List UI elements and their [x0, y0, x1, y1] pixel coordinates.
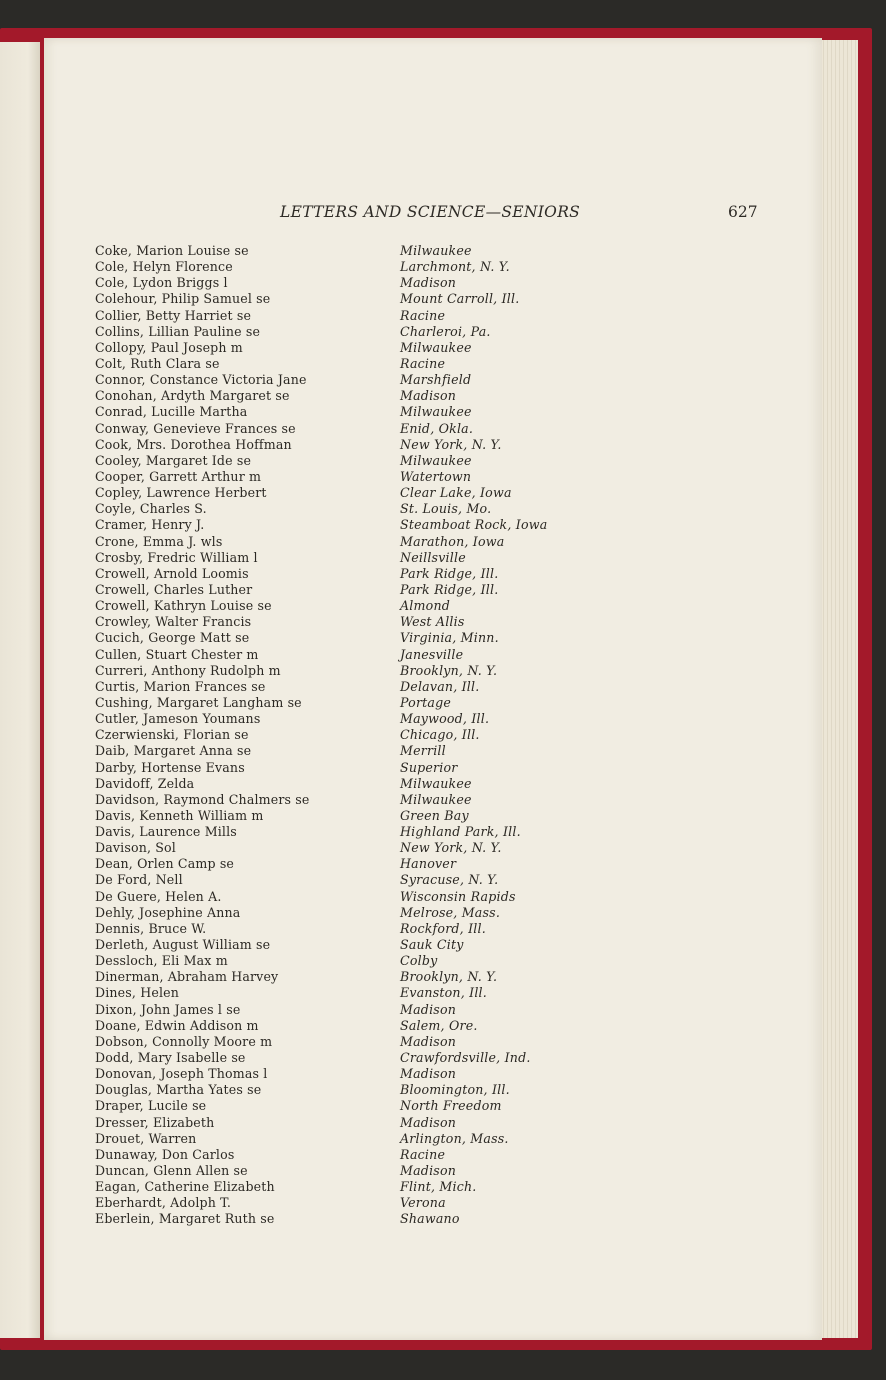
student-name: Darby, Hortense Evans — [95, 759, 245, 775]
student-name: Crowell, Kathryn Louise se — [95, 598, 272, 614]
hometown: Mount Carroll, Ill. — [400, 291, 520, 307]
list-item — [44, 469, 822, 485]
student-name: Dean, Orlen Camp se — [95, 856, 235, 872]
list-item — [44, 1082, 822, 1098]
hometown: Delavan, Ill. — [400, 678, 480, 694]
student-name: Drouet, Warren — [95, 1130, 197, 1146]
list-item — [44, 953, 822, 969]
list-item — [44, 969, 822, 985]
page-number: 627 — [728, 203, 758, 221]
student-name: Daib, Margaret Anna se — [95, 743, 252, 759]
hometown: Watertown — [400, 468, 472, 484]
book-page — [44, 38, 822, 1340]
list-item — [44, 550, 822, 566]
list-item — [44, 291, 822, 307]
list-item — [44, 582, 822, 598]
list-item — [44, 372, 822, 388]
hometown: Milwaukee — [400, 243, 472, 258]
hometown: New York, N. Y. — [400, 436, 502, 452]
hometown: Almond — [400, 598, 451, 614]
student-name: Czerwienski, Florian se — [95, 727, 249, 743]
student-name: Dinerman, Abraham Harvey — [95, 969, 279, 985]
student-name: Duncan, Glenn Allen se — [95, 1163, 248, 1179]
list-item — [44, 517, 822, 533]
student-name: Coke, Marion Louise se — [95, 243, 249, 258]
hometown: Madison — [400, 388, 457, 404]
list-item — [44, 324, 822, 340]
student-name: Eberlein, Margaret Ruth se — [95, 1211, 275, 1227]
hometown: Racine — [400, 355, 446, 371]
hometown: Larchmont, N. Y. — [400, 259, 510, 275]
list-item — [44, 340, 822, 356]
student-name: Curtis, Marion Frances se — [95, 678, 266, 694]
list-item — [44, 308, 822, 324]
list-item — [44, 243, 822, 259]
list-item — [44, 1179, 822, 1195]
hometown: Melrose, Mass. — [400, 904, 501, 920]
student-name: Douglas, Martha Yates se — [95, 1082, 262, 1098]
student-name: Conway, Genevieve Frances se — [95, 420, 296, 436]
student-name: Derleth, August William se — [95, 937, 271, 953]
student-list — [44, 243, 822, 1228]
list-item — [44, 985, 822, 1001]
hometown: Marathon, Iowa — [400, 533, 505, 549]
student-name: Cook, Mrs. Dorothea Hoffman — [95, 436, 292, 452]
list-item — [44, 421, 822, 437]
list-item — [44, 1195, 822, 1211]
list-item — [44, 663, 822, 679]
hometown: Charleroi, Pa. — [400, 323, 491, 339]
hometown: Enid, Okla. — [400, 420, 474, 436]
hometown: Bloomington, Ill. — [400, 1082, 510, 1098]
list-item — [44, 856, 822, 872]
list-item — [44, 679, 822, 695]
hometown: Wisconsin Rapids — [400, 888, 516, 904]
list-item — [44, 356, 822, 372]
student-name: Connor, Constance Victoria Jane — [95, 372, 307, 388]
list-item — [44, 1002, 822, 1018]
list-item — [44, 1098, 822, 1114]
list-item — [44, 388, 822, 404]
list-item — [44, 1131, 822, 1147]
student-name: Dobson, Connolly Moore m — [95, 1033, 273, 1049]
list-item — [44, 808, 822, 824]
student-name: Donovan, Joseph Thomas l — [95, 1066, 268, 1082]
hometown: Racine — [400, 307, 446, 323]
student-name: Dixon, John James l se — [95, 1001, 241, 1017]
student-name: Crowley, Walter Francis — [95, 614, 252, 630]
hometown: Shawano — [400, 1211, 460, 1227]
list-item — [44, 1163, 822, 1179]
list-item — [44, 630, 822, 646]
hometown: Hanover — [400, 856, 457, 872]
student-name: Collier, Betty Harriet se — [95, 307, 252, 323]
list-item — [44, 259, 822, 275]
hometown: Evanston, Ill. — [400, 985, 487, 1001]
hometown: Rockford, Ill. — [400, 920, 486, 936]
list-item — [44, 840, 822, 856]
running-header: LETTERS AND SCIENCE—SENIORS — [280, 203, 581, 221]
hometown: Milwaukee — [400, 452, 472, 468]
student-name: Crosby, Fredric William l — [95, 549, 258, 565]
list-item — [44, 501, 822, 517]
hometown: Virginia, Minn. — [400, 630, 499, 646]
hometown: Highland Park, Ill. — [400, 824, 521, 840]
student-name: Collopy, Paul Joseph m — [95, 339, 243, 355]
student-name: Cramer, Henry J. — [95, 517, 205, 533]
list-item — [44, 743, 822, 759]
hometown: Brooklyn, N. Y. — [400, 969, 498, 985]
hometown: Sauk City — [400, 937, 464, 953]
list-item — [44, 824, 822, 840]
list-item — [44, 695, 822, 711]
hometown: Chicago, Ill. — [400, 727, 480, 743]
student-name: Eberhardt, Adolph T. — [95, 1195, 231, 1211]
hometown: Park Ridge, Ill. — [400, 581, 499, 597]
hometown: Madison — [400, 275, 457, 291]
student-name: Colehour, Philip Samuel se — [95, 291, 271, 307]
hometown: Neillsville — [400, 549, 466, 565]
student-name: Curreri, Anthony Rudolph m — [95, 662, 281, 678]
hometown: Clear Lake, Iowa — [400, 485, 512, 501]
student-name: Crowell, Charles Luther — [95, 581, 253, 597]
student-name: Collins, Lillian Pauline se — [95, 323, 261, 339]
hometown: Flint, Mich. — [400, 1179, 477, 1195]
student-name: Colt, Ruth Clara se — [95, 355, 220, 371]
student-name: Crowell, Arnold Loomis — [95, 565, 249, 581]
hometown: Crawfordsville, Ind. — [400, 1050, 531, 1066]
student-name: Copley, Lawrence Herbert — [95, 485, 267, 501]
hometown: Salem, Ore. — [400, 1017, 478, 1033]
hometown: Madison — [400, 1114, 457, 1130]
list-item — [44, 404, 822, 420]
hometown: Arlington, Mass. — [400, 1130, 509, 1146]
student-name: Cole, Helyn Florence — [95, 259, 233, 275]
list-item — [44, 275, 822, 291]
hometown: Madison — [400, 1163, 457, 1179]
student-name: Cutler, Jameson Youmans — [95, 711, 261, 727]
student-name: Cooper, Garrett Arthur m — [95, 468, 262, 484]
student-name: Davidson, Raymond Chalmers se — [95, 791, 310, 807]
student-name: Conrad, Lucille Martha — [95, 404, 248, 420]
student-name: Dunaway, Don Carlos — [95, 1146, 235, 1162]
student-name: De Guere, Helen A. — [95, 888, 222, 904]
student-name: Doane, Edwin Addison m — [95, 1017, 259, 1033]
hometown: Madison — [400, 1033, 457, 1049]
hometown: Syracuse, N. Y. — [400, 872, 499, 888]
list-item — [44, 437, 822, 453]
hometown: New York, N. Y. — [400, 840, 502, 856]
student-name: Davison, Sol — [95, 840, 176, 856]
hometown: Superior — [400, 759, 458, 775]
hometown: Madison — [400, 1066, 457, 1082]
list-item — [44, 453, 822, 469]
list-item — [44, 1066, 822, 1082]
student-name: Dennis, Bruce W. — [95, 920, 207, 936]
list-item — [44, 614, 822, 630]
student-name: Crone, Emma J. wls — [95, 533, 223, 549]
student-name: Dehly, Josephine Anna — [95, 904, 241, 920]
student-name: Eagan, Catherine Elizabeth — [95, 1179, 275, 1195]
list-item — [44, 1115, 822, 1131]
hometown: Green Bay — [400, 807, 469, 823]
hometown: Milwaukee — [400, 791, 472, 807]
hometown: West Allis — [400, 614, 465, 630]
list-item — [44, 711, 822, 727]
student-name: Dresser, Elizabeth — [95, 1114, 215, 1130]
hometown: St. Louis, Mo. — [400, 501, 492, 517]
student-name: Dodd, Mary Isabelle se — [95, 1050, 246, 1066]
hometown: North Freedom — [400, 1098, 502, 1114]
hometown: Milwaukee — [400, 339, 472, 355]
list-item — [44, 889, 822, 905]
hometown: Steamboat Rock, Iowa — [400, 517, 548, 533]
list-item — [44, 485, 822, 501]
student-name: Davis, Laurence Mills — [95, 824, 237, 840]
hometown: Merrill — [400, 743, 446, 759]
list-item — [44, 792, 822, 808]
hometown: Verona — [400, 1195, 446, 1211]
student-name: Cushing, Margaret Langham se — [95, 694, 302, 710]
hometown: Park Ridge, Ill. — [400, 565, 499, 581]
student-name: Dessloch, Eli Max m — [95, 953, 228, 969]
student-name: Cullen, Stuart Chester m — [95, 646, 259, 662]
list-item — [44, 1147, 822, 1163]
list-item — [44, 534, 822, 550]
hometown: Portage — [400, 694, 452, 710]
list-item — [44, 727, 822, 743]
list-item — [44, 598, 822, 614]
student-name: Cucich, George Matt se — [95, 630, 250, 646]
hometown: Milwaukee — [400, 404, 472, 420]
list-item — [44, 1211, 822, 1227]
student-name: Draper, Lucile se — [95, 1098, 207, 1114]
list-item — [44, 872, 822, 888]
hometown: Brooklyn, N. Y. — [400, 662, 498, 678]
hometown: Milwaukee — [400, 775, 472, 791]
student-name: Davidoff, Zelda — [95, 775, 195, 791]
student-name: Cooley, Margaret Ide se — [95, 452, 252, 468]
student-name: Davis, Kenneth William m — [95, 807, 264, 823]
list-item — [44, 760, 822, 776]
list-item — [44, 1034, 822, 1050]
list-item — [44, 776, 822, 792]
hometown: Madison — [400, 1001, 457, 1017]
hometown: Maywood, Ill. — [400, 711, 490, 727]
student-name: De Ford, Nell — [95, 872, 183, 888]
hometown: Janesville — [400, 646, 464, 662]
list-item — [44, 566, 822, 582]
student-name: Conohan, Ardyth Margaret se — [95, 388, 290, 404]
list-item — [44, 647, 822, 663]
hometown: Racine — [400, 1146, 446, 1162]
list-item — [44, 921, 822, 937]
list-item — [44, 905, 822, 921]
hometown: Colby — [400, 953, 438, 969]
student-name: Cole, Lydon Briggs l — [95, 275, 228, 291]
student-name: Dines, Helen — [95, 985, 179, 1001]
list-item — [44, 1050, 822, 1066]
hometown: Marshfield — [400, 372, 472, 388]
list-item — [44, 937, 822, 953]
student-name: Coyle, Charles S. — [95, 501, 207, 517]
previous-page-edge — [0, 42, 40, 1338]
list-item — [44, 1018, 822, 1034]
